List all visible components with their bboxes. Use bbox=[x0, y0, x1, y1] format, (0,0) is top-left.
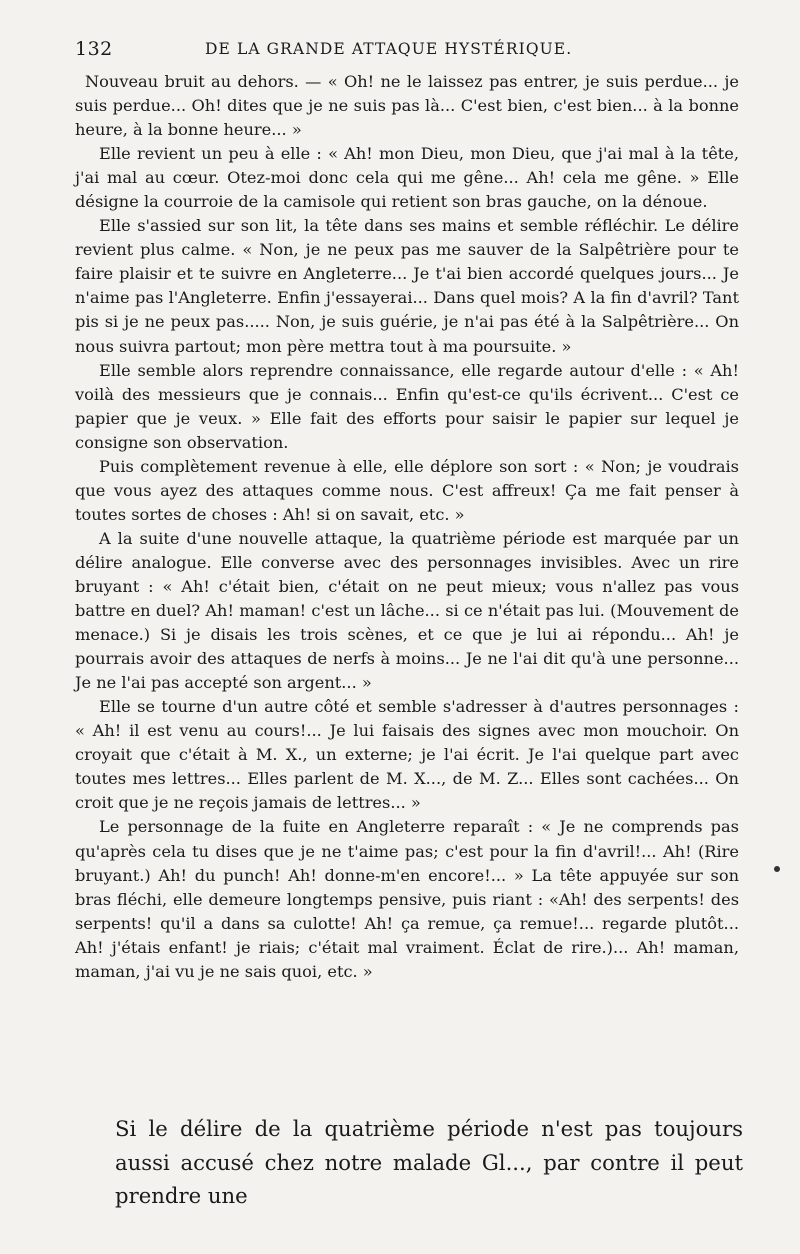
page-header bbox=[75, 38, 735, 66]
large-paragraph: Si le délire de la quatrième période n'est pas toujours aussi accusé chez notre malade Gl..., par contre il peut prendre une bbox=[115, 1116, 743, 1208]
large-text-block bbox=[115, 1112, 743, 1213]
body-text bbox=[75, 70, 739, 984]
paragraph: A la suite d'une nouvelle attaque, la quatrième période est marquée par un délire analogue. Elle converse avec des personnages invisibles. Avec un rire bruyant : « Ah! c'était bien, c'était on ne peut mieux; vous n'allez pas vous battre en duel? Ah! maman! c'est un lâche... si ce n'était pas lui. (Mouvement de menace.) Si je disais les trois scènes, et ce que je lui ai répondu... Ah! je pourrais avoir des attaques de nerfs à moins... Je ne l'ai dit qu'à une personne... Je ne l'ai pas accepté son argent... » bbox=[75, 528, 739, 693]
paragraph: Elle s'assied sur son lit, la tête dans ses mains et semble réfléchir. Le délire revient plus calme. « Non, je ne peux pas me sauver de la Salpêtrière pour te faire plaisir et te suivre en Angleterre... Je t'ai bien accordé quelques jours... Je n'aime pas l'Angleterre. Enfin j'essayerai... Dans quel mois? A la fin d'avril? Tant pis si je ne peux pas..... Non, je suis guérie, je n'ai pas été à la Salpêtrière... On nous suivra partout; mon père mettra tout à ma poursuite. » bbox=[75, 216, 739, 356]
running-title: DE LA GRANDE ATTAQUE HYSTÉRIQUE. bbox=[205, 40, 573, 58]
paragraph: Puis complètement revenue à elle, elle déplore son sort : « Non; je voudrais que vous ayez des attaques comme nous. C'est affreux! Ça me fait penser à toutes sortes de choses : Ah! si on savait, etc. » bbox=[75, 456, 739, 524]
paragraph: Nouveau bruit au dehors. — « Oh! ne le laissez pas entrer, je suis perdue... je suis perdue... Oh! dites que je ne suis pas là... C'est bien, c'est bien... à la bonne heure, à la bonne heure... » bbox=[75, 72, 739, 140]
paragraph: Elle se tourne d'un autre côté et semble s'adresser à d'autres personnages : « Ah! il est venu au cours!... Je lui faisais des signes avec mon mouchoir. On croyait que c'était à M. X., un externe; je l'ai écrit. Je l'ai quelque part avec toutes mes lettres... Elles parlent de M. X..., de M. Z... Elles sont cachées... On croit que je ne reçois jamais de lettres... » bbox=[75, 697, 739, 813]
paragraph: Elle semble alors reprendre connaissance, elle regarde autour d'elle : « Ah! voilà des messieurs que je connais... Enfin qu'est-ce qu'ils écrivent... C'est ce papier que je veux. » Elle fait des efforts pour saisir le papier sur lequel je consigne son observation. bbox=[75, 360, 739, 452]
page-number: 132 bbox=[75, 38, 113, 60]
ink-spot bbox=[774, 866, 780, 872]
paragraph: Le personnage de la fuite en Angleterre reparaît : « Je ne comprends pas qu'après cela tu dises que je ne t'aime pas; c'est pour la fin d'avril!... Ah! (Rire bruyant.) Ah! du punch! Ah! donne-m'en encore!... » La tête appuyée sur son bras fléchi, elle demeure longtemps pensive, puis riant : «Ah! des serpents! des serpents! qu'il a dans sa culotte! Ah! ça remue, ça remue!... regarde plutôt... Ah! j'étais enfant! je riais; c'était mal vraiment. Éclat de rire.)... Ah! maman, maman, j'ai vu je ne sais quoi, etc. » bbox=[75, 817, 739, 981]
paragraph: Elle revient un peu à elle : « Ah! mon Dieu, mon Dieu, que j'ai mal à la tête, j'ai mal au cœur. Otez-moi donc cela qui me gêne... Ah! cela me gêne. » Elle désigne la courroie de la camisole qui retient son bras gauche, on la dénoue. bbox=[75, 144, 739, 212]
